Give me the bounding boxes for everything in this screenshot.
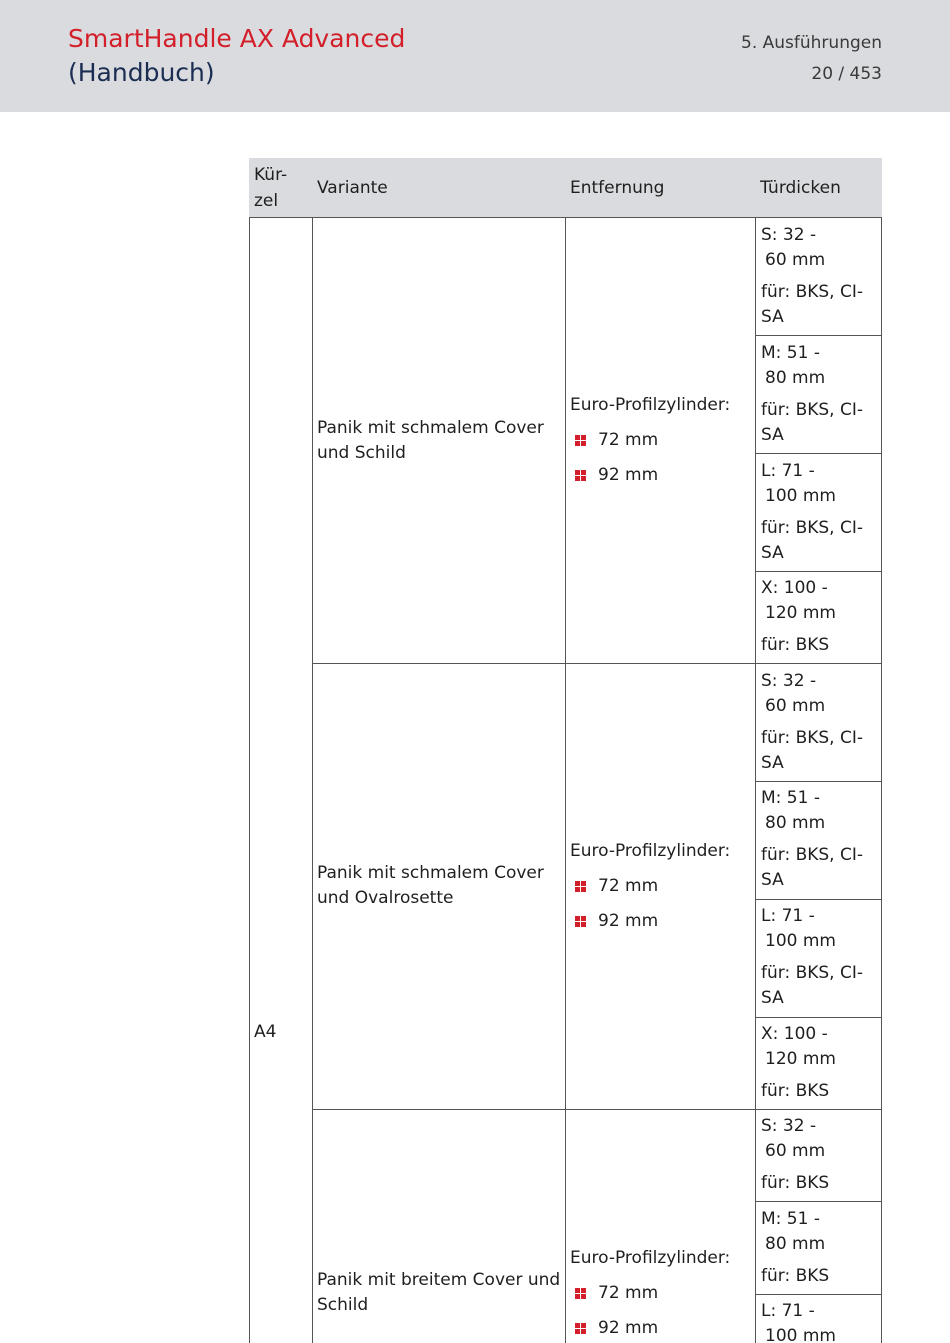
- tuerdicke-compat: für: BKS: [761, 635, 830, 655]
- tuerdicke-compat-cont: SA: [761, 425, 784, 445]
- tuerdicke-range-end: 100 mm: [765, 1326, 836, 1343]
- tuerdicke-range: L: 71 -: [761, 461, 815, 481]
- tuerdicke-compat: für: BKS: [761, 1266, 830, 1286]
- subrow-divider: [755, 453, 882, 454]
- tuerdicke-cell: [761, 576, 881, 658]
- subrow-divider: [755, 899, 882, 900]
- bullet-icon: [575, 470, 586, 481]
- table-border-left: [249, 218, 250, 1343]
- table-header: [249, 158, 882, 218]
- tuerdicke-compat: für: BKS, CI-: [761, 518, 864, 538]
- tuerdicke-range: M: 51 -: [761, 788, 820, 808]
- tuerdicke-compat: für: BKS, CI-: [761, 963, 864, 983]
- entfernung-label: Euro-Profilzylinder:: [570, 841, 731, 861]
- entfernung-cell: [570, 393, 730, 497]
- tuerdicke-cell: [761, 1299, 881, 1343]
- tuerdicke-range-end: 100 mm: [765, 486, 836, 506]
- tuerdicke-range: L: 71 -: [761, 1301, 815, 1321]
- tuerdicke-range: S: 32 -: [761, 671, 817, 691]
- row-divider: [312, 663, 882, 664]
- column-divider: [312, 218, 313, 1343]
- column-header-kuerzel: [254, 158, 312, 218]
- tuerdicke-cell: [761, 1022, 881, 1104]
- variante-line-1: Panik mit schmalem Cover: [317, 863, 544, 883]
- column-header-tuerdicken: Türdicken: [760, 178, 841, 198]
- column-header-variante: Variante: [317, 178, 388, 198]
- entfernung-cell: [570, 839, 730, 943]
- entfernung-cell: [570, 1246, 730, 1343]
- title-line-2: (Handbuch): [68, 58, 215, 87]
- column-header-entfernung: Entfernung: [570, 178, 665, 198]
- tuerdicke-compat-cont: SA: [761, 870, 784, 890]
- tuerdicke-cell: [761, 786, 881, 893]
- tuerdicke-compat: für: BKS: [761, 1081, 830, 1101]
- tuerdicke-cell: [761, 1114, 881, 1196]
- list-item: [570, 427, 730, 453]
- tuerdicke-cell: [761, 904, 881, 1011]
- variants-table: [249, 158, 882, 1343]
- subrow-divider: [755, 781, 882, 782]
- variante-line-2: Schild: [317, 1295, 369, 1315]
- tuerdicke-range-end: 60 mm: [765, 1141, 826, 1161]
- document-title: [68, 22, 405, 90]
- column-divider: [565, 218, 566, 1343]
- entfernung-value: 72 mm: [598, 876, 659, 896]
- bullet-icon: [575, 1323, 586, 1334]
- tuerdicke-range: M: 51 -: [761, 1209, 820, 1229]
- entfernung-value: 72 mm: [598, 1283, 659, 1303]
- tuerdicke-range-end: 80 mm: [765, 368, 826, 388]
- tuerdicke-cell: [761, 459, 881, 566]
- kuerzel-header-line-2: zel: [254, 191, 279, 211]
- tuerdicke-range-end: 80 mm: [765, 1234, 826, 1254]
- entfernung-value: 92 mm: [598, 1318, 659, 1338]
- bullet-icon: [575, 916, 586, 927]
- list-item: [570, 462, 730, 488]
- variante-line-1: Panik mit breitem Cover und: [317, 1270, 561, 1290]
- entfernung-label: Euro-Profilzylinder:: [570, 1248, 731, 1268]
- variante-cell: [317, 1268, 560, 1318]
- tuerdicke-range: X: 100 -: [761, 1024, 828, 1044]
- tuerdicke-range-end: 120 mm: [765, 603, 836, 623]
- chapter-label: 5. Ausführungen: [741, 33, 882, 53]
- entfernung-value: 92 mm: [598, 911, 659, 931]
- variante-line-1: Panik mit schmalem Cover: [317, 418, 544, 438]
- entfernung-label: Euro-Profilzylinder:: [570, 395, 731, 415]
- tuerdicke-range-end: 80 mm: [765, 813, 826, 833]
- tuerdicke-compat: für: BKS, CI-: [761, 400, 864, 420]
- variante-line-2: und Ovalrosette: [317, 888, 454, 908]
- kuerzel-header-line-1: Kür-: [254, 165, 288, 185]
- tuerdicke-range-end: 100 mm: [765, 931, 836, 951]
- page-number: 20 / 453: [811, 64, 882, 84]
- subrow-divider: [755, 1294, 882, 1295]
- subrow-divider: [755, 571, 882, 572]
- tuerdicke-compat-cont: SA: [761, 753, 784, 773]
- list-item: [570, 1315, 730, 1341]
- variante-cell: [317, 416, 544, 466]
- variante-cell: [317, 861, 544, 911]
- tuerdicke-compat: für: BKS, CI-: [761, 728, 864, 748]
- list-item: [570, 873, 730, 899]
- tuerdicke-cell: [761, 669, 881, 776]
- tuerdicke-range-end: 60 mm: [765, 696, 826, 716]
- tuerdicke-cell: [761, 223, 881, 330]
- tuerdicke-compat-cont: SA: [761, 307, 784, 327]
- variante-line-2: und Schild: [317, 443, 406, 463]
- tuerdicke-compat-cont: SA: [761, 988, 784, 1008]
- tuerdicke-compat: für: BKS, CI-: [761, 845, 864, 865]
- tuerdicke-range-end: 60 mm: [765, 250, 826, 270]
- kuerzel-cell: A4: [254, 1022, 277, 1042]
- row-divider: [312, 1109, 882, 1110]
- entfernung-value: 72 mm: [598, 430, 659, 450]
- page-header: [0, 0, 950, 112]
- tuerdicke-range: S: 32 -: [761, 1116, 817, 1136]
- subrow-divider: [755, 335, 882, 336]
- tuerdicke-range: S: 32 -: [761, 225, 817, 245]
- tuerdicke-range: M: 51 -: [761, 343, 820, 363]
- tuerdicke-range: X: 100 -: [761, 578, 828, 598]
- tuerdicke-range-end: 120 mm: [765, 1049, 836, 1069]
- tuerdicke-range: L: 71 -: [761, 906, 815, 926]
- subrow-divider: [755, 1201, 882, 1202]
- bullet-icon: [575, 881, 586, 892]
- title-line-1: SmartHandle AX Advanced: [68, 24, 406, 53]
- tuerdicke-compat-cont: SA: [761, 543, 784, 563]
- list-item: [570, 1280, 730, 1306]
- list-item: [570, 908, 730, 934]
- bullet-icon: [575, 1288, 586, 1299]
- bullet-icon: [575, 435, 586, 446]
- page-meta: [741, 28, 882, 90]
- entfernung-value: 92 mm: [598, 465, 659, 485]
- subrow-divider: [755, 1017, 882, 1018]
- tuerdicke-compat: für: BKS, CI-: [761, 282, 864, 302]
- tuerdicke-cell: [761, 1207, 881, 1289]
- tuerdicke-cell: [761, 341, 881, 448]
- tuerdicke-compat: für: BKS: [761, 1173, 830, 1193]
